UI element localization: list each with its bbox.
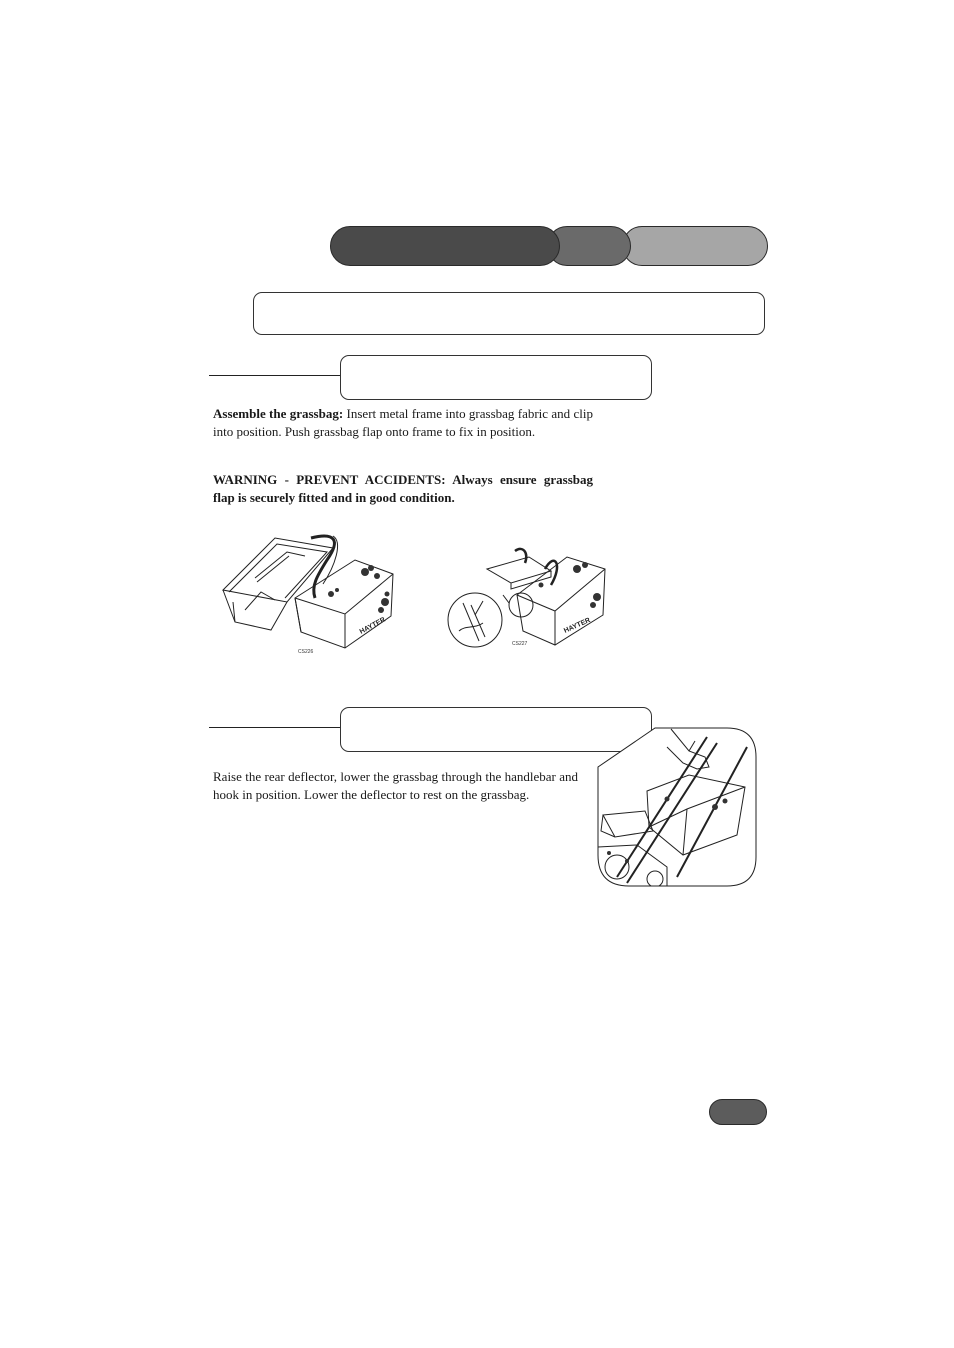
section-heading-box xyxy=(340,355,652,400)
fit-grassbag-paragraph: Raise the rear deflector, lower the grassbag through the handlebar and hook in position. Lower the deflector to rest on the grassbag. xyxy=(213,769,578,802)
page-number-pill xyxy=(709,1099,767,1125)
figure-code-1: CS226 xyxy=(298,649,314,655)
figure-grassbag-flap xyxy=(445,545,615,650)
brand-label-2: HAYTER xyxy=(562,616,592,635)
figure-grassbag-frame xyxy=(215,530,405,660)
assemble-paragraph xyxy=(213,405,593,440)
header-tab-light xyxy=(622,226,768,266)
figure-code-2: CS227 xyxy=(512,641,528,647)
page-title-box xyxy=(253,292,765,335)
section-rule-2 xyxy=(209,727,341,728)
assemble-text: Insert metal frame into grassbag fabric and clip into position. Push grassbag flap onto frame to fix in position. xyxy=(213,406,593,439)
assemble-bold-label: Assemble the grassbag: xyxy=(213,406,344,421)
brand-label-1: HAYTER xyxy=(358,616,387,636)
header-tab-dark xyxy=(330,226,560,266)
figure-fitted-grassbag xyxy=(597,727,757,887)
section-rule xyxy=(209,375,341,376)
warning-text: WARNING - PREVENT ACCIDENTS: Always ensure grassbag flap is securely fitted and in good condition. xyxy=(213,472,593,505)
